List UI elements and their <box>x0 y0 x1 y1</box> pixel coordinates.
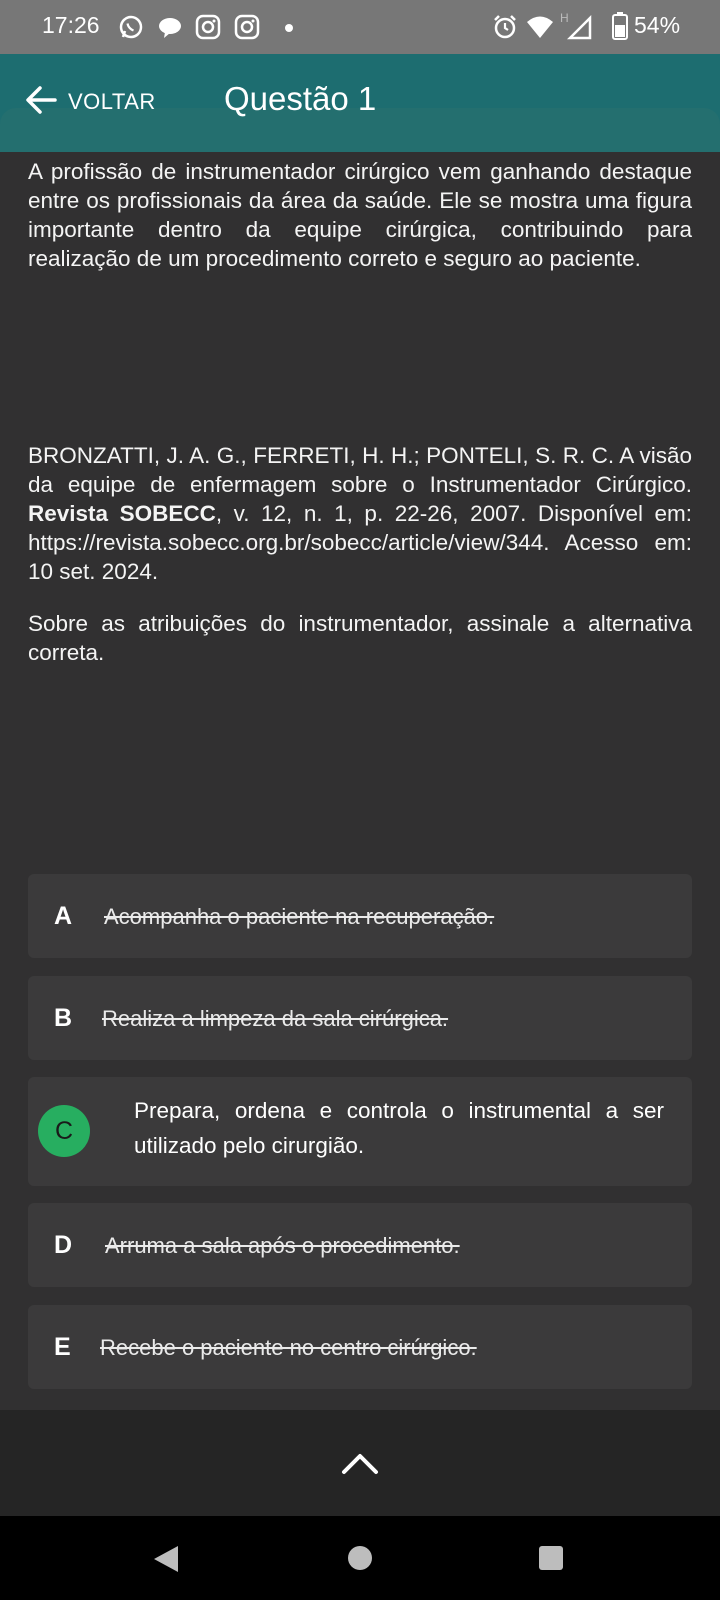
option-d[interactable] <box>28 1203 692 1287</box>
instagram-icon <box>195 14 221 44</box>
page-title: Questão 1 <box>224 80 377 117</box>
question-reference <box>28 441 692 586</box>
option-letter: B <box>54 1004 73 1032</box>
back-button[interactable] <box>24 82 156 122</box>
nav-recents-icon[interactable] <box>539 1546 563 1570</box>
option-letter: D <box>54 1231 73 1259</box>
whatsapp-icon <box>118 14 144 44</box>
notification-dot-icon <box>285 24 293 32</box>
status-time: 17:26 <box>42 12 100 38</box>
expand-button[interactable] <box>338 1448 382 1478</box>
wifi-icon <box>526 14 554 44</box>
reference-text-end: , v. 12, n. 1, p. 22-26, 2007. Disponível em: https://revista.sobecc.org.br/sobecc/article/view/344. Acesso em: 10 set. 2024. <box>28 501 693 584</box>
back-label: VOLTAR <box>68 89 156 114</box>
option-letter: C <box>54 1116 74 1145</box>
nav-back-icon[interactable] <box>152 1544 180 1578</box>
nav-home-icon[interactable] <box>348 1546 372 1570</box>
chevron-up-icon <box>338 1463 382 1482</box>
option-a[interactable] <box>28 874 692 958</box>
option-e[interactable] <box>28 1305 692 1389</box>
alarm-icon <box>492 14 518 44</box>
chat-icon <box>157 14 183 44</box>
option-text: Recebe o paciente no centro cirúrgico. <box>100 1335 477 1360</box>
battery-level: 54% <box>634 12 681 38</box>
option-letter: A <box>54 902 73 930</box>
option-letter: E <box>54 1333 71 1361</box>
battery-icon <box>612 12 628 44</box>
question-intro: A profissão de instrumentador cirúrgico vem ganhando destaque entre os profissionais da área da saúde. Ele se mostra uma figura importante dentro da equipe cirúrgica, contribuindo para realização de um procedimento correto e seguro ao paciente. <box>28 159 692 271</box>
option-text: Acompanha o paciente na recuperação. <box>104 904 495 929</box>
reference-journal: Revista SOBECC <box>28 501 216 526</box>
option-b[interactable] <box>28 976 692 1060</box>
arrow-left-icon <box>24 85 58 119</box>
selected-option-badge <box>38 1105 90 1157</box>
option-text: Arruma a sala após o procedimento. <box>105 1233 460 1258</box>
option-text: Prepara, ordena e controla o instrumental a ser utilizado pelo cirurgião. <box>134 1098 664 1158</box>
option-text: Realiza a limpeza da sala cirúrgica. <box>102 1006 449 1031</box>
question-prompt: Sobre as atribuições do instrumentador, assinale a alternativa correta. <box>28 611 692 665</box>
svg-text:H: H <box>560 11 569 25</box>
reference-text: BRONZATTI, J. A. G., FERRETI, H. H.; PONTELI, S. R. C. A visão da equipe de enfermagem sobre o Instrumentador Cirúrgico. <box>28 443 692 497</box>
signal-icon <box>560 10 592 44</box>
instagram-icon <box>234 14 260 44</box>
status-bar <box>0 0 720 54</box>
option-c[interactable] <box>28 1077 692 1186</box>
